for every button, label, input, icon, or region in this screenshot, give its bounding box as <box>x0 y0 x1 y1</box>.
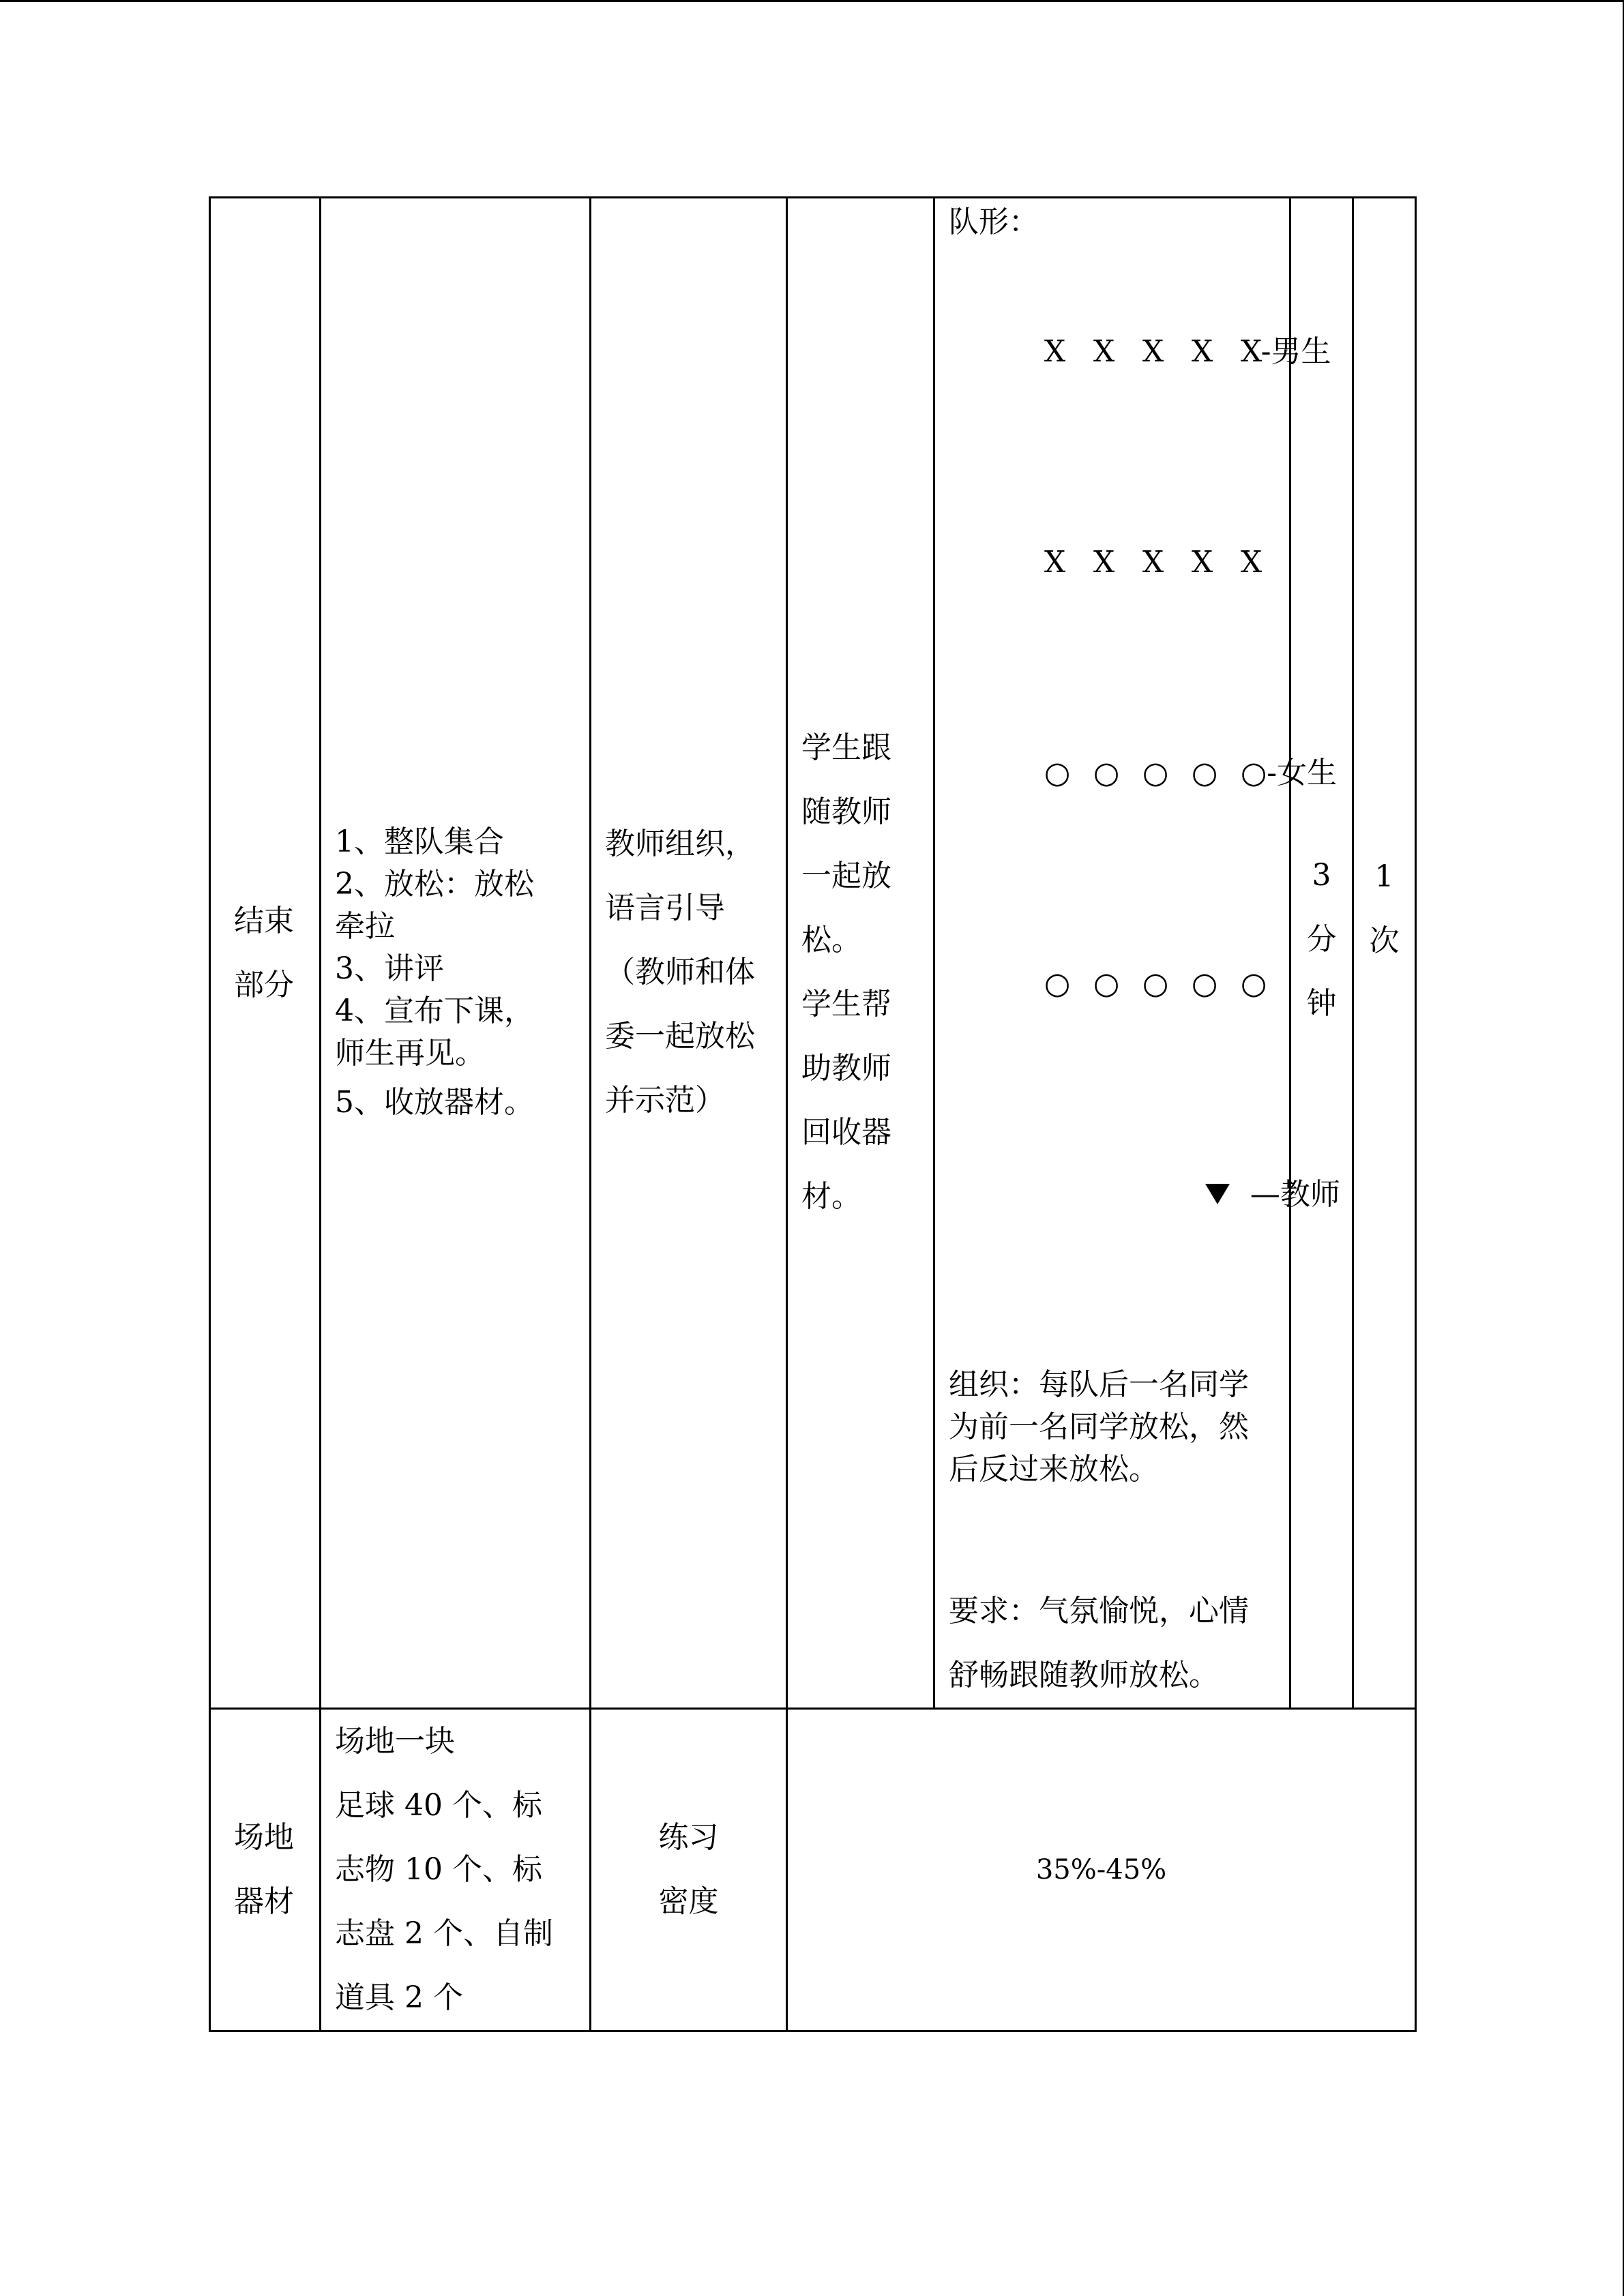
boys-row <box>949 457 1275 668</box>
boy-mark: X <box>1240 545 1263 580</box>
girl-mark: ○ <box>1142 966 1169 1001</box>
venue-row <box>210 1709 1416 2031</box>
boy-mark: X <box>1142 334 1164 369</box>
equipment-cell <box>321 1709 591 2031</box>
section-label-cell <box>210 198 321 1709</box>
venue-label-cell <box>210 1709 321 2031</box>
girls-row <box>949 878 1275 1089</box>
girl-mark-label: ○-女生 <box>1240 756 1338 790</box>
density-value-cell <box>787 1709 1416 2031</box>
student-activity-line: 松。 <box>801 922 861 957</box>
end-section-row <box>210 198 1416 1709</box>
boy-mark-label: X-男生 <box>1240 334 1331 369</box>
content-item: 2、放松：放松牵拉 <box>335 866 534 944</box>
boy-mark: X <box>1191 334 1213 369</box>
student-activity-line: 随教师 <box>801 794 891 829</box>
girl-mark: ○ <box>1044 756 1071 790</box>
girl-mark: ○ <box>1142 756 1169 790</box>
time-line: 钟 <box>1306 985 1337 1021</box>
organization-text: 组织：每队后一名同学为前一名同学放松，然后反过来放松。 <box>949 1367 1249 1487</box>
equipment-line: 道具 2 个 <box>335 1980 463 2015</box>
girl-mark: ○ <box>1191 966 1218 1001</box>
density-value: 35%-45% <box>1035 1854 1167 1885</box>
teacher-activity-cell <box>591 198 787 1709</box>
times-line: 1 <box>1374 859 1394 894</box>
requirement-text: 要求：气氛愉悦，心情舒畅跟随教师放松。 <box>949 1594 1249 1693</box>
student-activity-line: 材。 <box>801 1178 861 1214</box>
time-line: 3 <box>1312 857 1331 893</box>
student-activity-line: 助教师 <box>801 1050 891 1086</box>
student-activity-cell <box>787 198 934 1709</box>
girls-row <box>949 668 1338 878</box>
boy-mark: X <box>1142 545 1164 580</box>
equipment-line: 志物 10 个、标 <box>335 1852 542 1887</box>
student-activity-line: 学生跟 <box>801 730 891 765</box>
teacher-row <box>949 1089 1340 1300</box>
student-activity-line: 回收器 <box>801 1114 891 1150</box>
venue-label-line: 场地 <box>234 1820 294 1855</box>
girl-mark: ○ <box>1093 966 1120 1001</box>
student-activity-line: 一起放 <box>801 858 891 893</box>
boy-mark: X <box>1093 545 1115 580</box>
equipment-line: 场地一块 <box>335 1724 455 1759</box>
boy-mark: X <box>1191 545 1213 580</box>
equipment-line: 志盘 2 个、自制 <box>335 1916 553 1951</box>
spacer <box>949 1491 1275 1579</box>
girl-mark: ○ <box>1044 966 1071 1001</box>
density-label-line: 练习 <box>658 1820 719 1855</box>
content-item: 1、整队集合 <box>335 824 504 859</box>
lesson-plan-table <box>209 196 1417 2032</box>
section-label-line: 部分 <box>234 967 294 1002</box>
teacher-activity-line: 委一起放松 <box>605 1018 755 1054</box>
time-cell <box>1290 198 1353 1709</box>
equipment-line: 足球 40 个、标 <box>335 1788 542 1823</box>
teacher-triangle-icon <box>1205 1184 1230 1204</box>
boy-mark: X <box>1093 334 1115 369</box>
student-activity-line: 学生帮 <box>801 986 891 1022</box>
formation-title: 队形： <box>949 205 1039 239</box>
page-top-border <box>0 0 1624 2</box>
boy-mark: X <box>1044 545 1066 580</box>
girl-mark: ○ <box>1093 756 1120 790</box>
girl-mark: ○ <box>1240 966 1267 1001</box>
teacher-activity-line: 并示范） <box>605 1082 725 1118</box>
teacher-activity-line: 教师组织， <box>605 826 755 861</box>
density-label-cell <box>591 1709 787 2031</box>
content-item: 3、讲评 <box>335 951 444 986</box>
teacher-activity-line: （教师和体 <box>605 954 755 989</box>
content-item: 4、宣布下课，师生再见。 <box>335 993 534 1071</box>
girl-mark: ○ <box>1191 756 1218 790</box>
spacer <box>949 1300 1275 1364</box>
boys-row <box>949 246 1331 457</box>
time-line: 分 <box>1306 921 1337 957</box>
content-item: 5、收放器材。 <box>335 1084 534 1120</box>
density-label-line: 密度 <box>658 1884 719 1919</box>
times-cell <box>1353 198 1416 1709</box>
times-line: 次 <box>1369 923 1400 958</box>
boy-mark: X <box>1044 334 1066 369</box>
teacher-activity-line: 语言引导 <box>605 890 725 925</box>
teacher-label: —教师 <box>1250 1177 1340 1212</box>
formation-cell <box>934 198 1340 1709</box>
venue-label-line: 器材 <box>234 1884 294 1919</box>
content-cell <box>321 198 591 1709</box>
section-label-line: 结束 <box>234 903 294 938</box>
